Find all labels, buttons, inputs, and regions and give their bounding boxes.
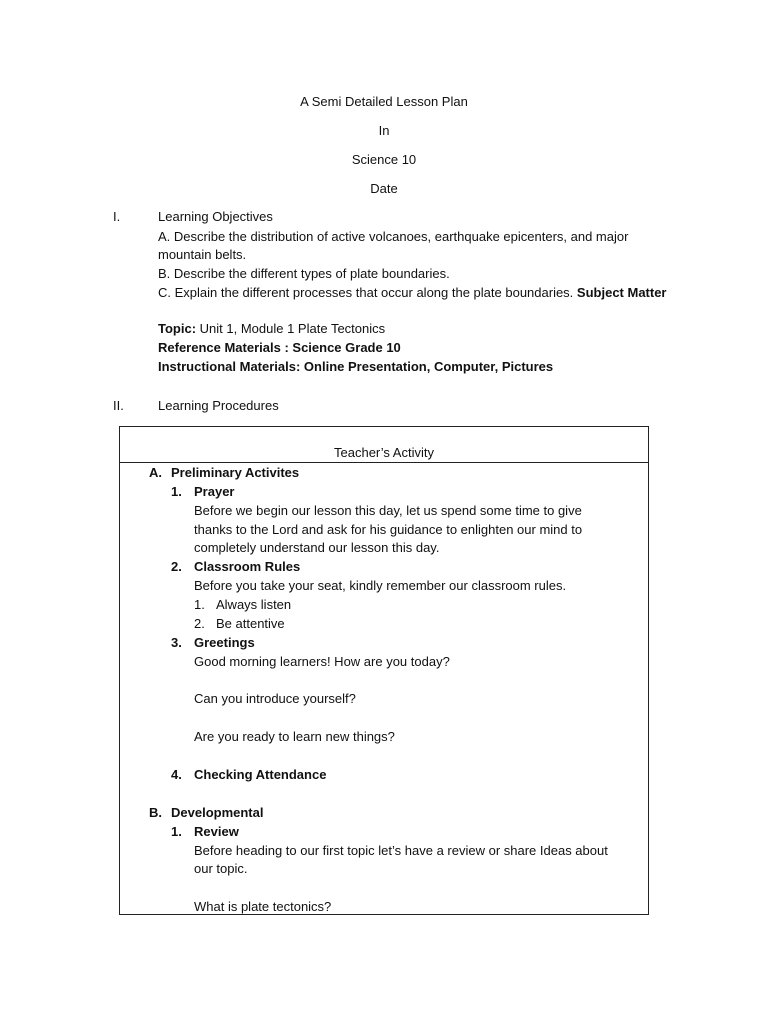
objectives-heading: Learning Objectives [158,209,273,224]
greetings-text-2: Can you introduce yourself? [194,691,356,706]
review-text-1: Before heading to our first topic let’s have a review or share Ideas about [194,843,608,858]
document-title: A Semi Detailed Lesson Plan [300,94,468,109]
review-title: Review [194,824,239,839]
rule-2-number: 2. [194,616,205,631]
section-a-title: Preliminary Activites [171,465,300,480]
greetings-text-1: Good morning learners! How are you today? [194,654,450,669]
section-numeral-ii: II. [113,398,124,413]
procedures-heading: Learning Procedures [158,398,279,413]
topic-value: Unit 1, Module 1 Plate Tectonics [199,321,386,336]
subject-matter-heading: Subject Matter [576,285,667,300]
prayer-text-3: completely understand our lesson this day. [194,540,440,555]
section-b-letter: B. [149,805,162,820]
prayer-text-2: thanks to the Lord and ask for his guidance to enlighten our mind to [194,522,583,537]
teacher-activity-table [119,426,649,915]
prayer-text-1: Before we begin our lesson this day, let us spend some time to give [194,503,582,518]
review-number: 1. [171,824,182,839]
review-text-2: our topic. [194,861,248,876]
rule-1-number: 1. [194,597,205,612]
section-b-title: Developmental [171,805,264,820]
objective-b: B. Describe the different types of plate boundaries. [158,266,450,281]
review-text-3: What is plate tectonics? [194,899,332,914]
table-header-divider [120,462,648,463]
topic-label: Topic: [158,321,197,336]
attendance-number: 4. [171,767,182,782]
rules-text: Before you take your seat, kindly remember our classroom rules. [194,578,567,593]
objective-c-line [158,284,667,302]
greetings-number: 3. [171,635,182,650]
greetings-text-3: Are you ready to learn new things? [194,729,395,744]
objective-a-line2: mountain belts. [158,247,247,262]
section-a-letter: A. [149,465,162,480]
subject-title: Science 10 [351,152,417,167]
rule-1: Always listen [216,597,292,612]
rules-number: 2. [171,559,182,574]
objective-c: C. Explain the different processes that occur along the plate boundaries. [158,285,574,300]
prayer-title: Prayer [194,484,235,499]
greetings-title: Greetings [194,635,255,650]
rule-2: Be attentive [216,616,285,631]
date-label: Date [370,181,398,196]
table-header: Teacher’s Activity [334,445,434,460]
attendance-title: Checking Attendance [194,767,327,782]
prayer-number: 1. [171,484,182,499]
title-in: In [378,123,390,138]
objective-a-line1: A. Describe the distribution of active volcanoes, earthquake epicenters, and major [158,229,629,244]
section-numeral-i: I. [113,209,121,224]
topic-line [158,320,385,338]
rules-title: Classroom Rules [194,559,301,574]
reference-materials: Reference Materials : Science Grade 10 [158,340,401,355]
instructional-materials: Instructional Materials: Online Presentation, Computer, Pictures [158,359,554,374]
